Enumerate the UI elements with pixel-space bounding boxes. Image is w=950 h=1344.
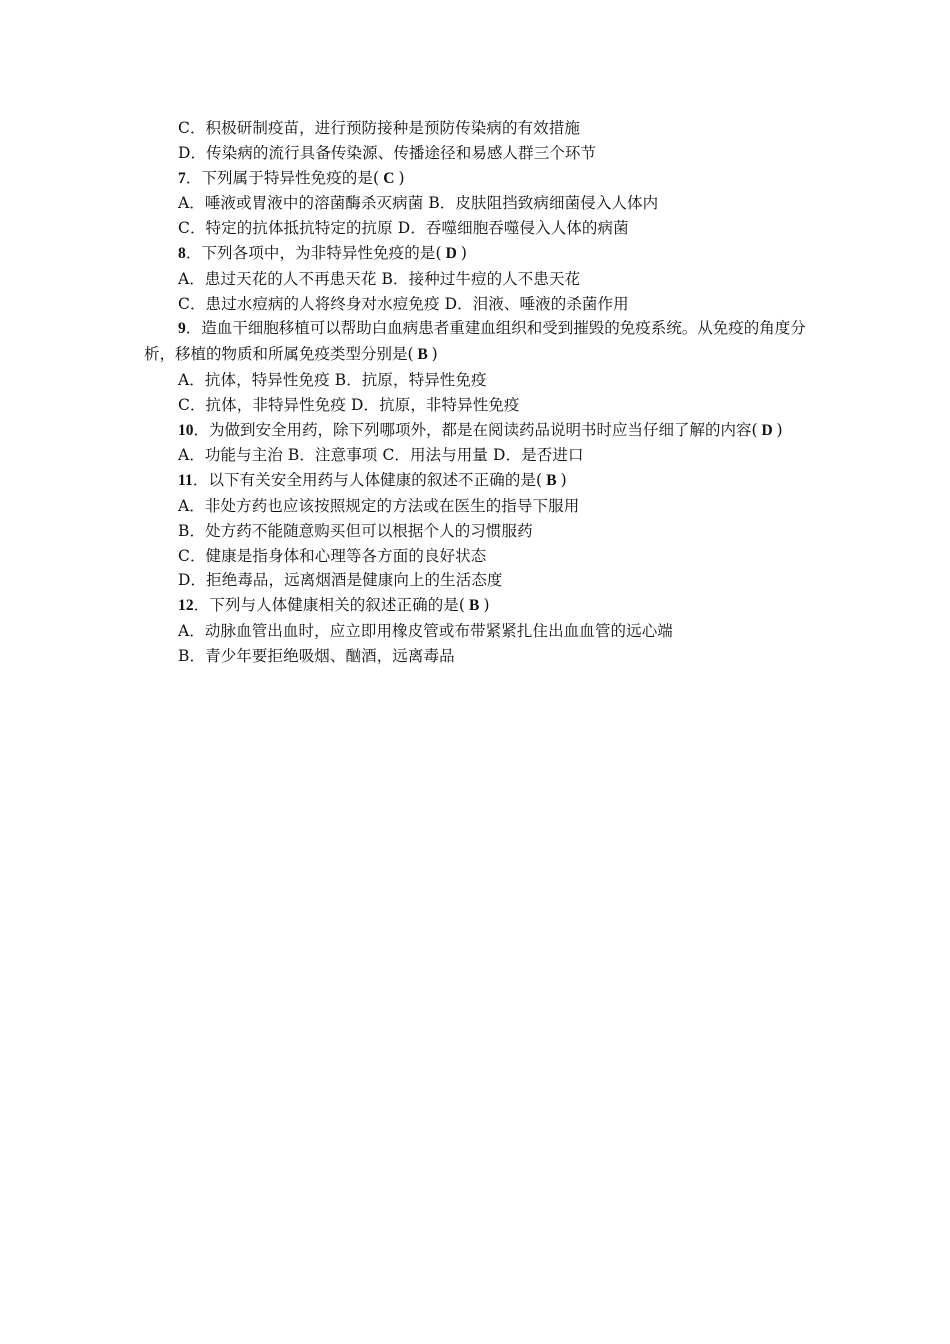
option-line: C．患过水痘病的人将终身对水痘免疫 D．泪液、唾液的杀菌作用 <box>178 294 629 313</box>
option-line: D．拒绝毒品，远离烟酒是健康向上的生活态度 <box>178 571 503 590</box>
question-number: 7 <box>178 169 186 187</box>
answer-key: C <box>379 169 399 187</box>
option-line: B．处方药不能随意购买但可以根据个人的习惯服药 <box>178 521 533 540</box>
question-11: 11．以下有关安全用药与人体健康的叙述不正确的是( B ) <box>178 471 567 490</box>
question-text: ．为做到安全用药，除下列哪项外，都是在阅读药品说明书时应当仔细了解的内容( <box>193 420 758 439</box>
option-line: B．青少年要拒绝吸烟、酗酒，远离毒品 <box>178 646 455 665</box>
question-text: ．下列属于特异性免疫的是( <box>185 168 380 187</box>
answer-key: B <box>542 472 561 490</box>
option-line: C．特定的抗体抵抗特定的抗原 D．吞噬细胞吞噬侵入人体的病菌 <box>178 219 629 238</box>
option-line: A．患过天花的人不再患天花 B．接种过牛痘的人不患天花 <box>178 269 581 288</box>
question-text: ．下列各项中，为非特异性免疫的是( <box>185 243 442 262</box>
option-line: C．健康是指身体和心理等各方面的良好状态 <box>178 546 487 565</box>
question-number: 10 <box>178 421 194 439</box>
question-text: ．造血干细胞移植可以帮助白血病患者重建血组织和受到摧毁的免疫系统。从免疫的角度分析，移植的物质和所属免疫类型分别是( <box>144 319 806 364</box>
answer-key: D <box>441 244 461 262</box>
question-text: ．下列与人体健康相关的叙述正确的是( <box>193 596 466 615</box>
question-8: 8．下列各项中，为非特异性免疫的是( D ) <box>178 243 468 262</box>
question-text: ．以下有关安全用药与人体健康的叙述不正确的是( <box>192 471 543 490</box>
option-line: A．动脉血管出血时，应立即用橡皮管或布带紧紧扎住出血血管的远心端 <box>178 621 673 640</box>
question-9: 9．造血干细胞移植可以帮助白血病患者重建血组织和受到摧毁的免疫系统。从免疫的角度分析，移植的物质和所属免疫类型分别是( B ) <box>144 319 806 364</box>
option-line: A．非处方药也应该按照规定的方法或在医生的指导下服用 <box>178 496 580 515</box>
question-10: 10．为做到安全用药，除下列哪项外，都是在阅读药品说明书时应当仔细了解的内容( D ) <box>178 420 783 439</box>
question-7: 7．下列属于特异性免疫的是( C ) <box>178 168 405 187</box>
option-line: A．抗体，特异性免疫 B．抗原，特异性免疫 <box>178 370 487 389</box>
question-number: 12 <box>178 597 194 615</box>
option-line: C．积极研制疫苗，进行预防接种是预防传染病的有效措施 <box>178 119 580 137</box>
document-body <box>144 116 810 669</box>
answer-key: D <box>757 421 777 439</box>
question-number: 8 <box>178 244 186 262</box>
question-number: 9 <box>178 320 186 338</box>
question-number: 11 <box>178 472 193 490</box>
option-line: D．传染病的流行具备传染源、传播途径和易感人群三个环节 <box>178 143 597 162</box>
option-line: A．唾液或胃液中的溶菌酶杀灭病菌 B．皮肤阻挡致病细菌侵入人体内 <box>178 194 659 213</box>
answer-key: B <box>413 346 432 364</box>
question-12: 12．下列与人体健康相关的叙述正确的是( B ) <box>178 596 490 615</box>
option-line: C．抗体，非特异性免疫 D．抗原，非特异性免疫 <box>178 395 520 414</box>
option-line: A．功能与主治 B．注意事项 C．用法与用量 D．是否进口 <box>178 446 584 465</box>
answer-key: B <box>465 597 484 615</box>
